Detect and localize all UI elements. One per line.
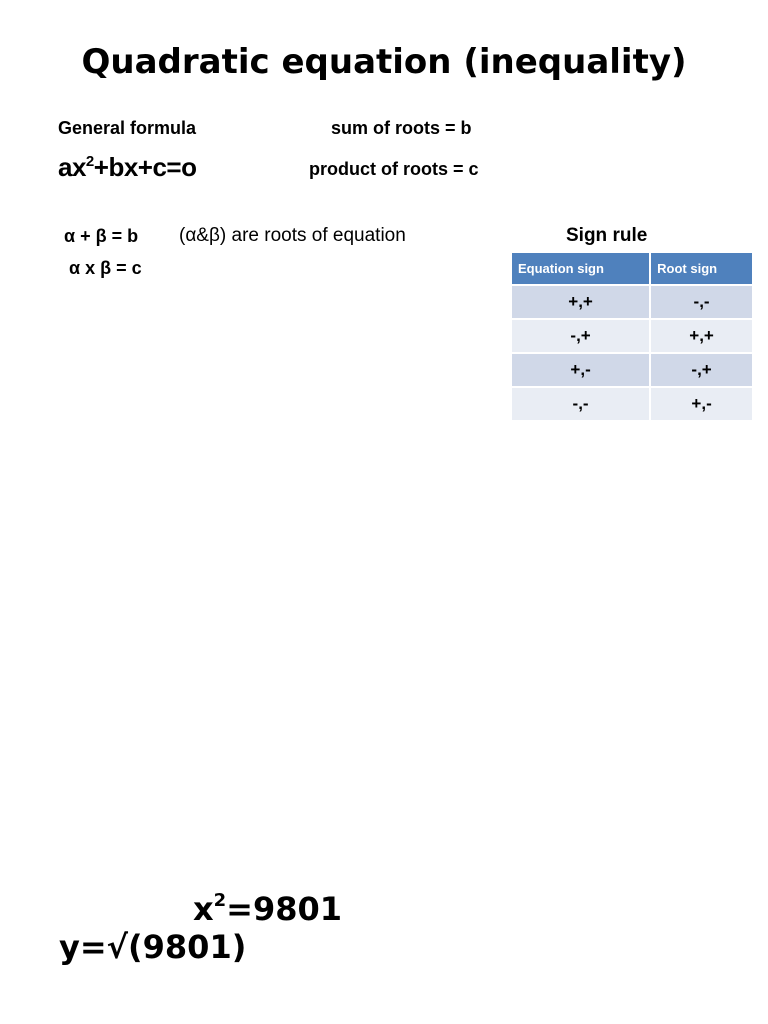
root-sign-cell: +,- xyxy=(650,387,752,421)
formula-base: ax xyxy=(58,152,86,182)
y-sqrt-equation: y=√(9801) xyxy=(59,928,247,966)
equation-sign-cell: -,+ xyxy=(512,319,650,353)
alpha-beta-sum: α + β = b xyxy=(64,226,139,246)
product-of-roots: product of roots = c xyxy=(309,159,479,179)
x-base: x xyxy=(193,890,214,928)
table-header-row xyxy=(512,253,752,285)
sign-rule-table xyxy=(512,253,752,422)
x-exponent: 2 xyxy=(213,890,227,911)
x-squared-equation xyxy=(193,890,342,928)
header-root-sign: Root sign xyxy=(650,253,752,285)
formula-rest: +bx+c=o xyxy=(93,152,197,182)
general-formula-label: General formula xyxy=(58,118,197,138)
general-formula xyxy=(58,152,197,183)
table-row xyxy=(512,353,752,387)
sign-rule-title: Sign rule xyxy=(566,225,648,246)
sum-of-roots: sum of roots = b xyxy=(331,118,472,138)
equation-sign-cell: +,+ xyxy=(512,285,650,319)
formula-exponent: 2 xyxy=(85,153,94,170)
equation-sign-cell: -,- xyxy=(512,387,650,421)
x-rest: =9801 xyxy=(226,890,343,928)
table-row xyxy=(512,387,752,421)
page-title: Quadratic equation (inequality) xyxy=(81,42,687,82)
table-row xyxy=(512,285,752,319)
root-sign-cell: -,+ xyxy=(650,353,752,387)
root-sign-cell: +,+ xyxy=(650,319,752,353)
alpha-beta-product: α x β = c xyxy=(69,258,142,278)
root-sign-cell: -,- xyxy=(650,285,752,319)
equation-sign-cell: +,- xyxy=(512,353,650,387)
roots-note: (α&β) are roots of equation xyxy=(179,225,406,246)
header-equation-sign: Equation sign xyxy=(512,253,650,285)
table-row xyxy=(512,319,752,353)
